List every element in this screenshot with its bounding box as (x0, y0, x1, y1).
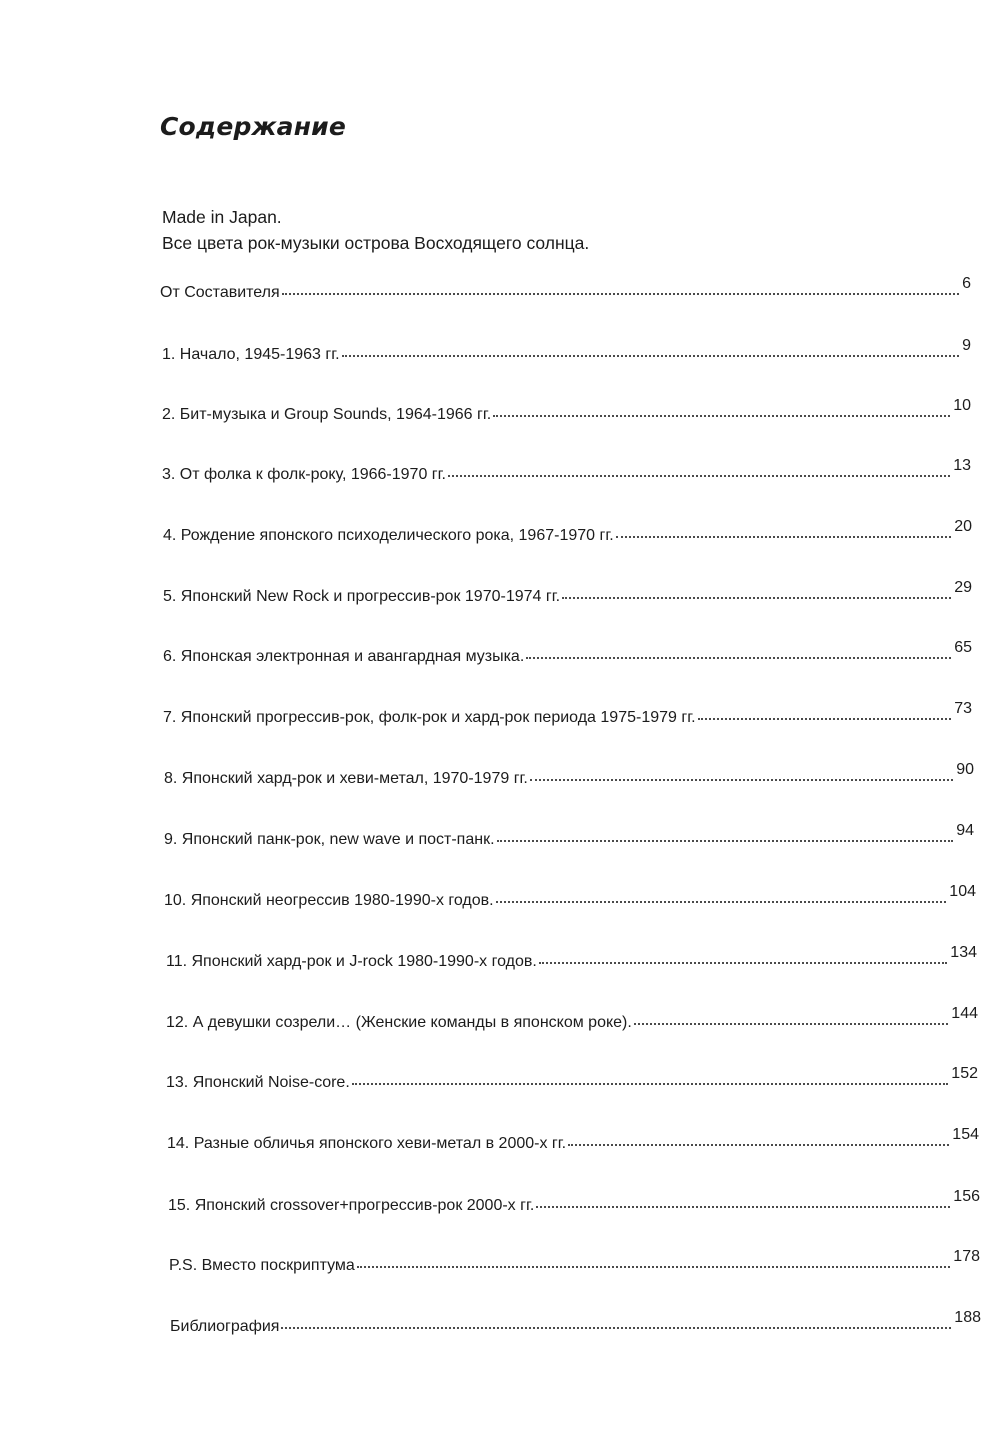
dot-leader (539, 962, 947, 964)
dot-leader (282, 293, 959, 295)
toc-entry (168, 1188, 980, 1215)
toc-entry-title: От Составителя (160, 284, 280, 301)
dot-leader (497, 840, 954, 842)
toc-entry-page: 94 (956, 822, 974, 839)
toc-entry (166, 944, 977, 971)
dot-leader (448, 475, 950, 477)
dot-leader (536, 1206, 950, 1208)
dot-leader (526, 657, 951, 659)
dot-leader (496, 901, 947, 903)
toc-entry-page: 156 (953, 1188, 980, 1205)
toc-entry (166, 1005, 978, 1032)
toc-entry (170, 1309, 981, 1336)
dot-leader (281, 1327, 951, 1329)
dot-leader (357, 1266, 951, 1268)
toc-entry-title: 5. Японский New Rock и прогрессив-рок 1970-1974 гг. (163, 588, 561, 605)
toc-entry-page: 9 (962, 337, 971, 354)
toc-entry-title: 15. Японский crossover+прогрессив-рок 2000-х гг. (168, 1197, 535, 1214)
subtitle-line-2: Все цвета рок-музыки острова Восходящего солнца. (162, 233, 590, 253)
toc-entry-title: 6. Японская электронная и авангардная музыка. (163, 648, 525, 665)
toc-entry-page: 188 (954, 1309, 981, 1326)
toc-entry-title: Библиография (170, 1318, 280, 1335)
toc-entry (163, 579, 972, 606)
toc-entry-title: 11. Японский хард-рок и J-rock 1980-1990-х годов. (166, 953, 537, 970)
toc-entry-title: P.S. Вместо поскриптума (169, 1257, 355, 1274)
toc-entry (162, 457, 971, 484)
toc-entry-title: 10. Японский неогрессив 1980-1990-х годов. (164, 892, 494, 909)
toc-entry-title: 8. Японский хард-рок и хеви-метал, 1970-1979 гг. (164, 770, 528, 787)
toc-entry (164, 822, 974, 849)
toc-entry (164, 883, 976, 910)
toc-entry-title: 9. Японский панк-рок, new wave и пост-панк. (164, 831, 495, 848)
toc-entry-title: 3. От фолка к фолк-року, 1966-1970 гг. (162, 466, 446, 483)
toc-entry-page: 178 (953, 1248, 980, 1265)
toc-entry-page: 13 (953, 457, 971, 474)
dot-leader (568, 1144, 949, 1146)
dot-leader (634, 1023, 948, 1025)
toc-entry-page: 154 (952, 1126, 979, 1143)
toc-entry-title: 7. Японский прогрессив-рок, фолк-рок и хард-рок периода 1975-1979 гг. (163, 709, 696, 726)
dot-leader (352, 1083, 949, 1085)
toc-entry (163, 518, 972, 545)
toc-entry-page: 73 (954, 700, 972, 717)
toc-entry-page: 144 (951, 1005, 978, 1022)
toc-entry-page: 134 (950, 944, 977, 961)
toc-entry-title: 14. Разные обличья японского хеви-метал в 2000-х гг. (167, 1135, 567, 1152)
toc-entry (162, 337, 971, 364)
book-subtitle (162, 204, 589, 256)
toc-entry (163, 700, 972, 727)
toc-entry (160, 275, 971, 302)
toc-entry-title: 1. Начало, 1945-1963 гг. (162, 346, 340, 363)
toc-entry-title: 2. Бит-музыка и Group Sounds, 1964-1966 гг. (162, 406, 492, 423)
toc-entry (169, 1248, 980, 1275)
toc-entry-page: 65 (954, 639, 972, 656)
toc-entry-page: 6 (962, 275, 971, 292)
dot-leader (530, 779, 953, 781)
subtitle-line-1: Made in Japan. (162, 207, 282, 227)
dot-leader (342, 355, 960, 357)
toc-entry-title: 12. А девушки созрели… (Женские команды в японском роке). (166, 1014, 632, 1031)
toc-entry (167, 1126, 979, 1153)
toc-entry-page: 20 (954, 518, 972, 535)
dot-leader (616, 536, 952, 538)
toc-entry-page: 90 (956, 761, 974, 778)
toc-entry-title: 4. Рождение японского психоделического рока, 1967-1970 гг. (163, 527, 614, 544)
toc-entry-page: 10 (953, 397, 971, 414)
toc-entry-page: 29 (954, 579, 972, 596)
toc-entry-title: 13. Японский Noise-core. (166, 1074, 350, 1091)
toc-entry (163, 639, 972, 666)
dot-leader (562, 597, 951, 599)
toc-entry (166, 1065, 978, 1092)
toc-entry (164, 761, 974, 788)
page-title: Содержание (160, 112, 347, 141)
dot-leader (698, 718, 952, 720)
toc-entry-page: 152 (951, 1065, 978, 1082)
toc-entry-page: 104 (949, 883, 976, 900)
toc-entry (162, 397, 971, 424)
dot-leader (493, 415, 950, 417)
